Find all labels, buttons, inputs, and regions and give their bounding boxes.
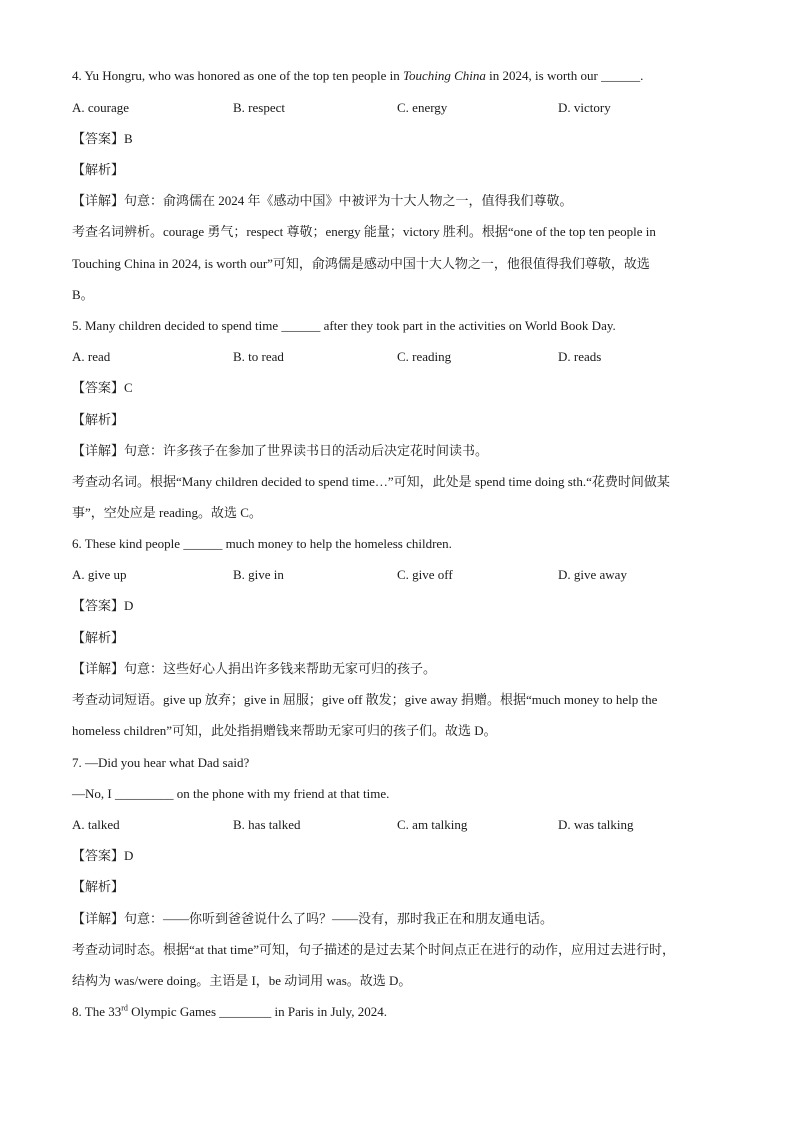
q5-answer: 【答案】C	[72, 380, 133, 395]
q7-explain-line: 考查动词时态。根据“at that time”可知，句子描述的是过去某个时间点正在进行的动作，应用过去进行时，	[72, 942, 676, 957]
q6-option-d: D. give away	[558, 567, 627, 582]
q5-option-a: A. read	[72, 349, 111, 364]
question-7-stem-reply: —No, I _________ on the phone with my friend at that time.	[72, 786, 390, 801]
question-5-stem: 5. Many children decided to spend time ______ after they took part in the activities on World Book Day.	[72, 318, 616, 333]
q4-option-b: B. respect	[233, 100, 285, 115]
q6-detail: 【详解】句意：这些好心人捐出许多钱来帮助无家可归的孩子。	[72, 661, 437, 676]
q6-explain-line: homeless children”可知，此处指捐赠钱来帮助无家可归的孩子们。故选 D。	[72, 723, 497, 738]
q5-explain-line: 考查动名词。根据“Many children decided to spend time…”可知，此处是 spend time doing sth.“花费时间做某	[72, 474, 670, 489]
q5-explain-line: 事”，空处应是 reading。故选 C。	[72, 505, 262, 520]
q7-option-c: C. am talking	[397, 817, 468, 832]
question-8-stem: 8. The 33rd Olympic Games ________ in Paris in July, 2024.	[72, 1003, 388, 1019]
q6-option-a: A. give up	[72, 567, 127, 582]
q5-option-b: B. to read	[233, 349, 284, 364]
q4-explain-line: 考查名词辨析。courage 勇气；respect 尊敬；energy 能量；victory 胜利。根据“one of the top ten people in	[72, 224, 656, 239]
q6-option-b: B. give in	[233, 567, 284, 582]
q7-explain-line: 结构为 was/were doing。主语是 I，be 动词用 was。故选 D。	[72, 973, 412, 988]
question-4-stem: 4. Yu Hongru, who was honored as one of the top ten people in Touching China in 2024, is worth our ______.	[72, 68, 644, 83]
q4-explain-line: Touching China in 2024, is worth our”可知，俞鸿儒是感动中国十大人物之一，他很值得我们尊敬，故选	[72, 256, 650, 271]
q4-option-a: A. courage	[72, 100, 130, 115]
q4-option-d: D. victory	[558, 100, 611, 115]
q5-option-c: C. reading	[397, 349, 452, 364]
q6-explain-line: 考查动词短语。give up 放弃；give in 屈服；give off 散发；give away 捐赠。根据“much money to help the	[72, 692, 658, 707]
q5-detail: 【详解】句意：许多孩子在参加了世界读书日的活动后决定花时间读书。	[72, 443, 489, 458]
q7-option-b: B. has talked	[233, 817, 301, 832]
q6-analysis-label: 【解析】	[72, 630, 125, 645]
q7-detail: 【详解】句意：——你听到爸爸说什么了吗？——没有，那时我正在和朋友通电话。	[72, 911, 554, 926]
q4-explain-line: B。	[72, 287, 94, 302]
q5-analysis-label: 【解析】	[72, 412, 125, 427]
q5-option-d: D. reads	[558, 349, 602, 364]
q6-answer: 【答案】D	[72, 598, 134, 613]
q4-answer: 【答案】B	[72, 131, 133, 146]
question-6-stem: 6. These kind people ______ much money to help the homeless children.	[72, 536, 452, 551]
q7-analysis-label: 【解析】	[72, 879, 125, 894]
q7-answer: 【答案】D	[72, 848, 134, 863]
question-7-stem: 7. —Did you hear what Dad said?	[72, 755, 250, 770]
q4-option-c: C. energy	[397, 100, 448, 115]
q4-detail: 【详解】句意：俞鸿儒在 2024 年《感动中国》中被评为十大人物之一，值得我们尊敬。	[72, 193, 573, 208]
q6-option-c: C. give off	[397, 567, 453, 582]
q7-option-d: D. was talking	[558, 817, 634, 832]
q7-option-a: A. talked	[72, 817, 120, 832]
q4-analysis-label: 【解析】	[72, 162, 125, 177]
